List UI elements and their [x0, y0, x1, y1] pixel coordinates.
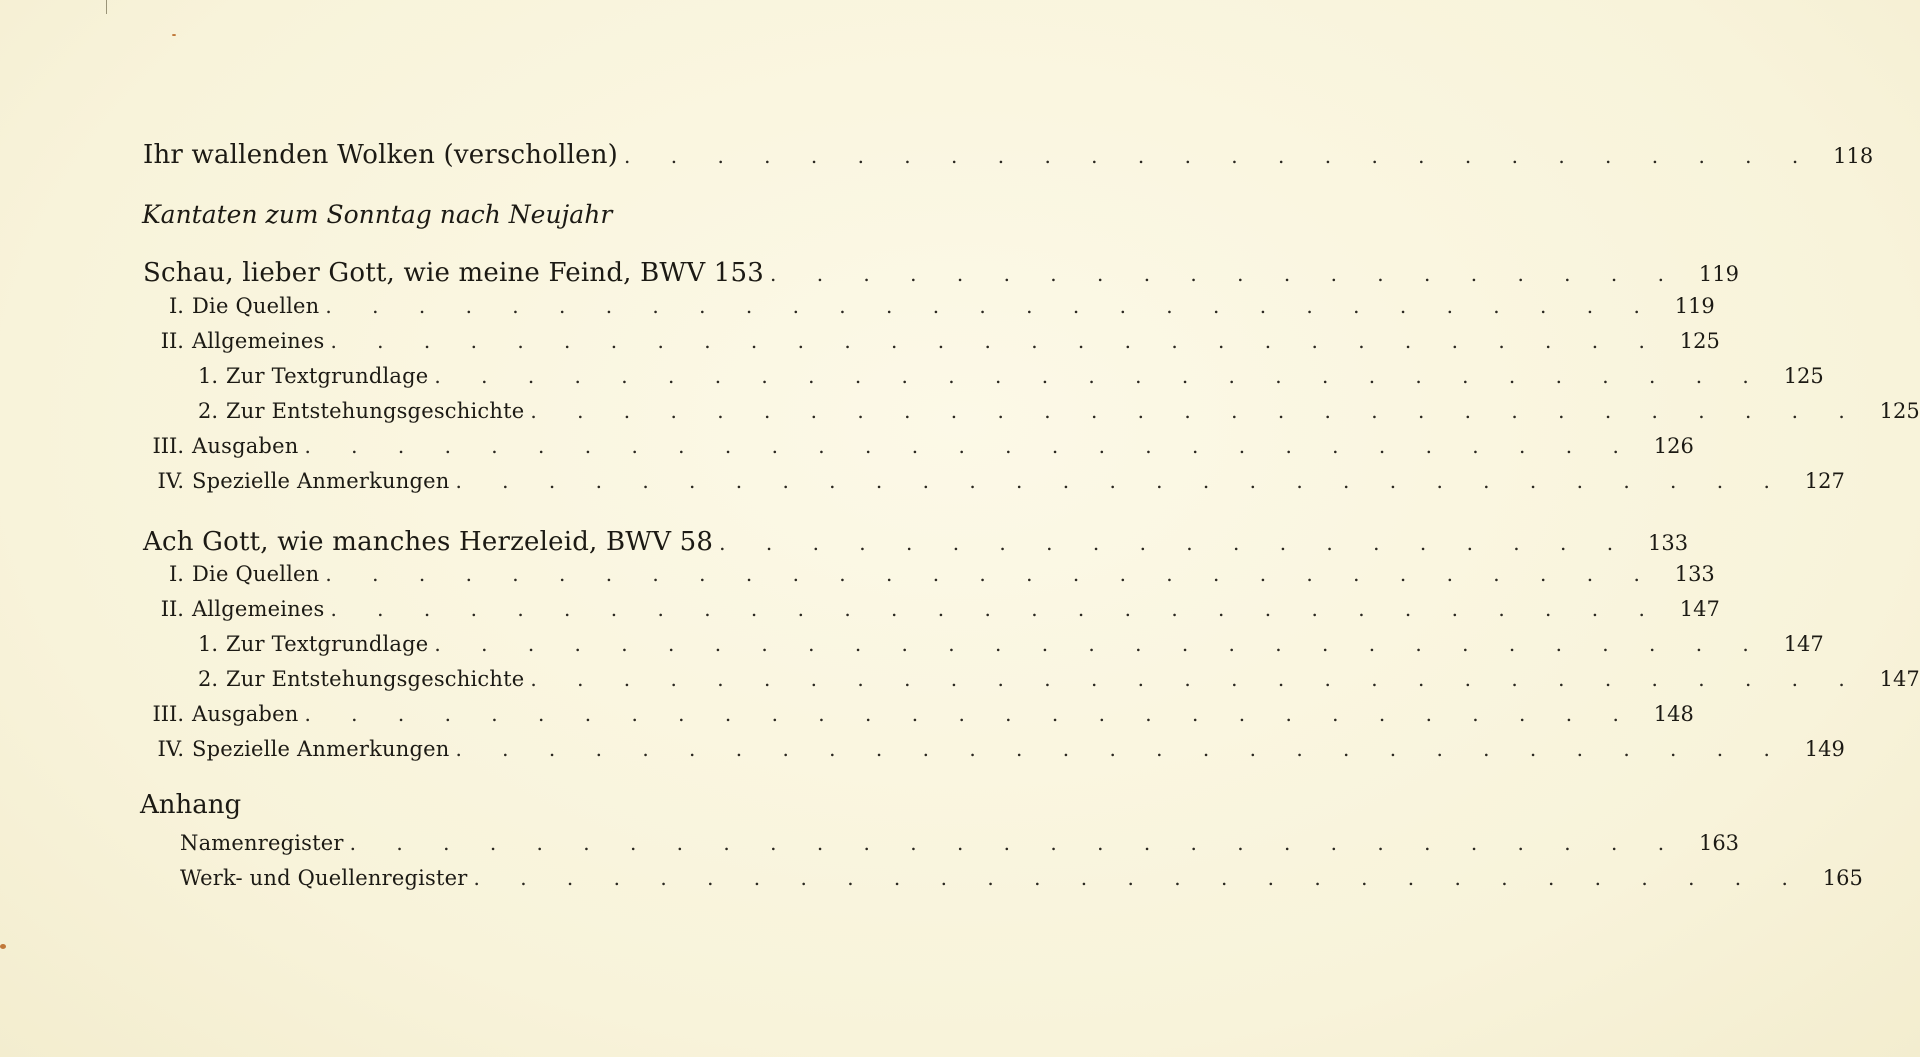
entry-title: Zur Textgrundlage — [226, 364, 429, 388]
dot-leader: . . . . . . . . . . . . . . . . . . . . . . . . . . . . . — [455, 737, 1787, 761]
toc-entry[interactable] — [0, 140, 1874, 174]
entry-number: II. — [160, 329, 184, 353]
toc-entry[interactable] — [0, 364, 1824, 398]
entry-title: Spezielle Anmerkungen — [192, 737, 450, 761]
dot-leader: . . . . . . . . . . . . . . . . . . . . — [719, 531, 1631, 555]
page-number: 148 — [1653, 702, 1694, 726]
toc-entry[interactable] — [0, 294, 1715, 328]
page-number: 165 — [1822, 866, 1863, 890]
page-number: 126 — [1653, 434, 1694, 458]
entry-number: 1. — [197, 364, 218, 388]
entry-number: I. — [169, 562, 184, 586]
page-number: 118 — [1833, 144, 1874, 168]
dot-leader: . . . . . . . . . . . . . . . . . . . . . . . . . . . . . — [349, 831, 1682, 855]
dot-leader: . . . . . . . . . . . . . . . . . . . . . . . . . . . . . — [530, 399, 1862, 423]
entry-title: Allgemeines — [192, 597, 325, 621]
entry-title: Werk- und Quellenregister — [180, 866, 468, 890]
entry-number: IV. — [157, 737, 184, 761]
dot-leader: . . . . . . . . . . . . . . . . . . . . . . . . . . — [624, 144, 1816, 168]
toc-entry[interactable] — [0, 527, 1689, 561]
entry-title: Zur Textgrundlage — [226, 632, 429, 656]
entry-title: Ihr wallenden Wolken (verschollen) — [143, 140, 619, 170]
page-number: 147 — [1679, 597, 1720, 621]
entry-number: IV. — [157, 469, 184, 493]
entry-title: Ausgaben — [192, 434, 299, 458]
dot-leader: . . . . . . . . . . . . . . . . . . . . . . . . . . . . . — [304, 702, 1636, 726]
dot-leader: . . . . . . . . . . . . . . . . . . . . . . . . . . . . . — [455, 469, 1787, 493]
toc-entry[interactable] — [0, 597, 1720, 631]
toc-entry[interactable] — [0, 562, 1715, 596]
entry-title: Spezielle Anmerkungen — [192, 469, 450, 493]
dot-leader: . . . . . . . . . . . . . . . . . . . . . . . . . . . . . — [530, 667, 1862, 691]
dot-leader: . . . . . . . . . . . . . . . . . . . . . . . . . . . . . — [330, 329, 1662, 353]
entry-title: Namenregister — [180, 831, 344, 855]
toc-entry[interactable] — [0, 702, 1694, 736]
appendix-heading: Anhang — [140, 790, 242, 820]
dot-leader: . . . . . . . . . . . . . . . . . . . . . . . . . . . . . — [330, 597, 1662, 621]
page-number: 147 — [1879, 667, 1920, 691]
page-number: 125 — [1783, 364, 1824, 388]
page-number: 125 — [1879, 399, 1920, 423]
page-number: 133 — [1648, 531, 1689, 555]
page-number: 119 — [1698, 262, 1739, 286]
toc-entry[interactable] — [0, 399, 1920, 433]
page-number: 163 — [1698, 831, 1740, 855]
entry-number: III. — [152, 702, 184, 726]
page-number: 133 — [1674, 562, 1715, 586]
toc-entry[interactable] — [0, 434, 1694, 468]
page-number: 127 — [1804, 469, 1845, 493]
entry-title: Die Quellen — [192, 562, 320, 586]
dot-leader: . . . . . . . . . . . . . . . . . . . . . . . . . . . . . — [473, 866, 1805, 890]
entry-number: III. — [152, 434, 184, 458]
toc-entry[interactable] — [0, 831, 1740, 865]
page-number: 125 — [1679, 329, 1720, 353]
toc-entry[interactable] — [0, 632, 1824, 666]
page-number: 149 — [1804, 737, 1845, 761]
entry-number: I. — [169, 294, 184, 318]
dot-leader: . . . . . . . . . . . . . . . . . . . . . . . . . . . . . — [304, 434, 1636, 458]
entry-title: Schau, lieber Gott, wie meine Feind, BWV 153 — [143, 258, 764, 288]
entry-title: Allgemeines — [192, 329, 325, 353]
entry-title: Ach Gott, wie manches Herzeleid, BWV 58 — [143, 527, 714, 557]
entry-number: 2. — [197, 667, 218, 691]
entry-title: Ausgaben — [192, 702, 299, 726]
toc-entry[interactable] — [0, 258, 1739, 292]
page-number: 119 — [1674, 294, 1715, 318]
entry-number: 2. — [197, 399, 218, 423]
page-number: 147 — [1783, 632, 1824, 656]
entry-title: Zur Entstehungsgeschichte — [226, 399, 525, 423]
dot-leader: . . . . . . . . . . . . . . . . . . . . . . . . . . . . . — [325, 294, 1657, 318]
entry-title: Zur Entstehungsgeschichte — [226, 667, 525, 691]
dot-leader: . . . . . . . . . . . . . . . . . . . . . . . . . . . . . — [325, 562, 1657, 586]
toc-entry[interactable] — [0, 667, 1920, 701]
toc-entry[interactable] — [0, 329, 1720, 363]
entry-number: II. — [160, 597, 184, 621]
dot-leader: . . . . . . . . . . . . . . . . . . . . . . . . . . . . . — [434, 364, 1766, 388]
entry-number: 1. — [197, 632, 218, 656]
entry-title: Die Quellen — [192, 294, 320, 318]
dot-leader: . . . . . . . . . . . . . . . . . . . . . . . . . . . . . — [434, 632, 1766, 656]
section-heading: Kantaten zum Sonntag nach Neujahr — [142, 200, 613, 229]
toc-entry[interactable] — [0, 469, 1845, 503]
toc-entry[interactable] — [0, 866, 1863, 900]
toc-entry[interactable] — [0, 737, 1845, 771]
dot-leader: . . . . . . . . . . . . . . . . . . . . — [770, 262, 1681, 286]
